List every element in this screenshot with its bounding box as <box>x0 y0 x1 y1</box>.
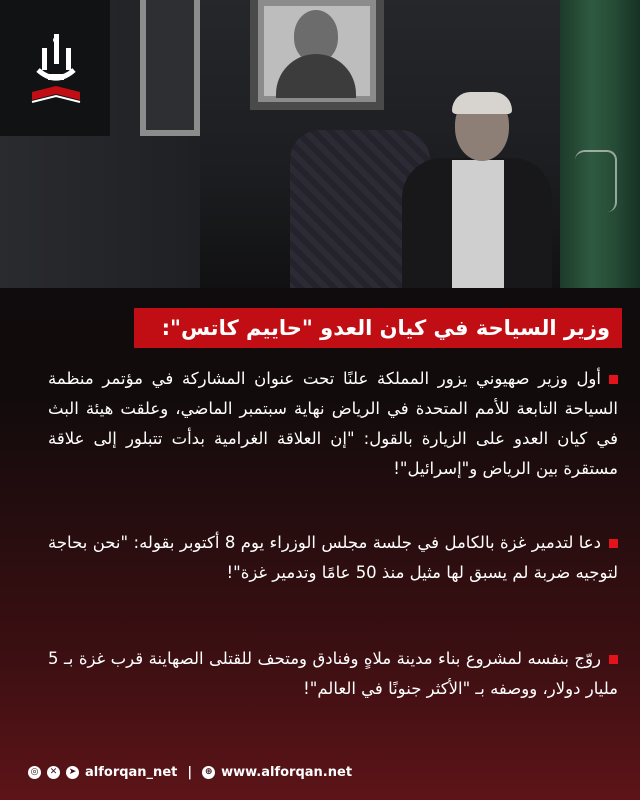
photo-frame-left <box>140 0 200 136</box>
instagram-icon: ◎ <box>28 766 41 779</box>
x-icon: ✕ <box>47 766 60 779</box>
photo-person-shirt <box>452 160 504 288</box>
telegram-icon: ➤ <box>66 766 79 779</box>
paragraph-3 <box>48 644 618 704</box>
paragraph-1 <box>48 364 618 484</box>
photo-flag-emblem <box>575 150 617 212</box>
social-handle[interactable]: alforqan_net <box>85 764 178 780</box>
photo-portrait-frame <box>250 0 384 110</box>
paragraph-text: روّج بنفسه لمشروع بناء مدينة ملاهٍ وفنادق ومتحف للقتلى الصهاينة قرب غزة بـ 5 مليار دولار، ووصفه بـ "الأكثر جنونًا في العالم"! <box>48 649 618 698</box>
bullet-square-icon <box>609 539 618 548</box>
footer-divider: | <box>187 764 193 780</box>
bullet-square-icon <box>609 375 618 384</box>
title-banner <box>134 308 622 348</box>
footer <box>28 760 352 784</box>
paragraph-text: أول وزير صهيوني يزور المملكة علنًا تحت عنوان المشاركة في مؤتمر منظمة السياحة التابعة للأمم المتحدة في الرياض نهاية سبتمبر الماضي، وعلقت هيئة البث في كيان العدو على الزيارة بالقول: "إن العلاقة الغرامية بدأت تتبلور إلى علاقة مستقرة بين الرياض و"إسرائيل"! <box>48 369 618 478</box>
logo-box <box>0 0 110 136</box>
paragraph-text: دعا لتدمير غزة بالكامل في جلسة مجلس الوزراء يوم 8 أكتوبر بقوله: "نحن بحاجة لتوجيه ضربة لم يسبق لها مثيل منذ 50 عامًا وتدمير غزة"! <box>48 533 618 582</box>
post-title: وزير السياحة في كيان العدو "حاييم كاتس": <box>161 316 610 340</box>
website-link[interactable]: www.alforqan.net <box>221 764 353 780</box>
photo-flag <box>560 0 640 288</box>
alforqan-logo-icon <box>28 30 84 110</box>
globe-icon: ⊕ <box>202 766 215 779</box>
photo-person-hair <box>452 92 512 114</box>
paragraph-2 <box>48 528 618 588</box>
bullet-square-icon <box>609 655 618 664</box>
portrait-body <box>276 54 356 98</box>
